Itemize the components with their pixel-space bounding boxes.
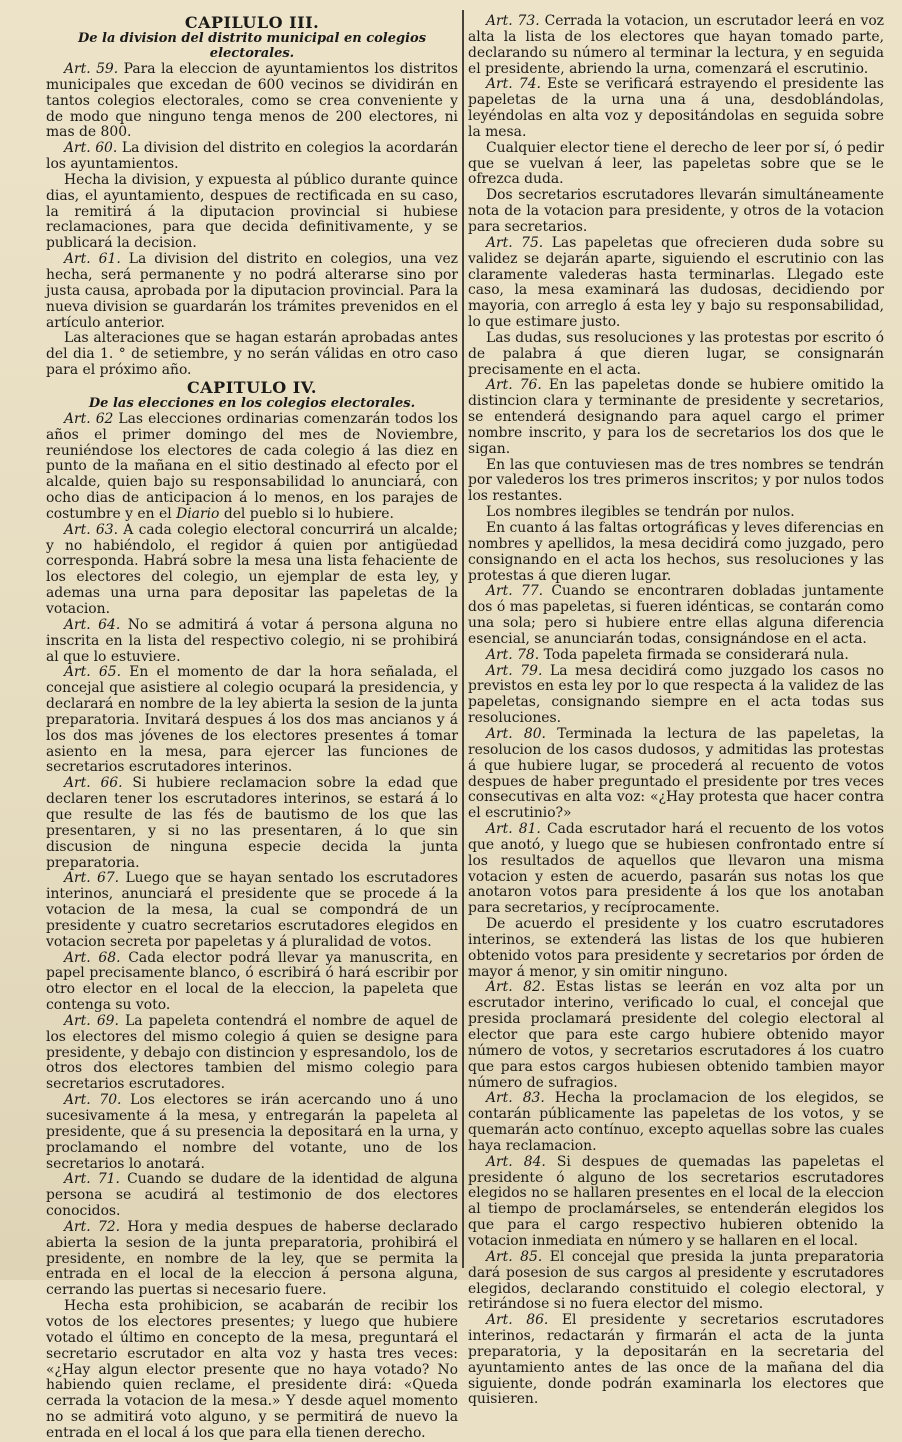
- article-63: [46, 523, 458, 618]
- right-column: [468, 13, 884, 1408]
- article-72-paragraph-2: Hecha esta prohibicion, se acabarán de recibir los votos de los electores presentes; y luego que hubiere votado el último en concepto de la mesa, preguntará el secretario escrutador en alta voz y hasta tres veces: «¿Hay algun elector presente que no haya votado? No habiendo quien reclame, el presidente dirá: «Queda cerrada la votacion de la mesa.» Y desde aquel momento no se admitirá voto alguno, y se permitirá de nuevo la entrada en el local á los que para ella tienen derecho.: [46, 1298, 458, 1441]
- article-78-label: Art. 78.: [486, 646, 540, 663]
- column-divider: [462, 10, 464, 1268]
- article-62-label: Art. 62: [64, 410, 114, 427]
- article-81-label: Art. 81.: [486, 821, 541, 838]
- article-70-text: Los electores se irán acercando uno á uno sucesivamente á la mesa, y entregarán la papeleta al presidente, que á su presencia la depositará en la urna, y proclamando el nombre del votante, uno de los secretarios lo anotará.: [46, 1092, 458, 1172]
- article-81: [468, 822, 884, 917]
- article-72: [46, 1220, 458, 1299]
- article-75: [468, 236, 884, 331]
- article-84-text: Si despues de quemadas las papeletas el presidente ó alguno de los secretarios escrutadores elegidos no se hallaren presentes en el local de la eleccion al tiempo de proclamárseles, se entenderán elegidos los que para el cargo respectivo hubieren obtenido la votacion inmediata en número y se hallaren en el local.: [468, 1153, 884, 1249]
- article-73-label: Art. 73.: [486, 13, 540, 29]
- article-78: [468, 648, 884, 664]
- article-63-text: A cada colegio electoral concurrirá un alcalde; y no habiéndolo, el regidor á quien por antigüedad corresponda. Habrá sobre la mesa una lista fehaciente de los electores del colegio, un ejemplar de esta ley, y ademas una urna para depositar las papeletas de la votacion.: [46, 521, 458, 617]
- article-65-text: En el momento de dar la hora señalada, el concejal que asistiere al colegio ocupará la presidencia, y declarará en nombre de la ley abierta la sesion de la junta preparatoria. Invitará despues á los dos mas ancianos y á los dos mas jóvenes de los electores presentes á tomar asiento en la mesa, para ejercer las funciones de secretarios escrutadores interinos.: [46, 664, 458, 776]
- article-62-text: Las elecciones ordinarias comenzarán todos los años el primer domingo del mes de Noviembre, reuniéndose los electores de cada colegio á las diez en punto de la mañana en el sitio destinado al efecto por el alcalde, quien bajo su responsabilidad lo anunciará, con ocho dias de anticipacion á lo menos, en los parajes de costumbre y en el: [46, 410, 458, 522]
- article-60-label: Art. 60.: [64, 140, 118, 157]
- article-81-text: Cada escrutador hará el recuento de los votos que anotó, y luego que se hubiesen confrontado entre sí los resultados de aquellos que llevaron una misma votacion y esten de acuerdo, pasarán sus notas los que anotaron votos para presidente á los que los anotaban para secretarios, y recíprocamente.: [468, 821, 884, 917]
- article-61-label: Art. 61.: [64, 251, 121, 268]
- article-82-text: Estas listas se leerán en voz alta por un escrutador interino, verificado lo cual, el concejal que presida proclamará presidente del colegio electoral al elector que para este cargo hubiere obtenido mayor número de votos, y secretarios escrutadores á los cuatro que para estos cargos hubiesen obtenido tambien mayor número de sufragios.: [468, 979, 884, 1091]
- article-76: [468, 378, 884, 457]
- article-80: [468, 727, 884, 822]
- article-82-label: Art. 82.: [486, 979, 546, 996]
- article-82: [468, 980, 884, 1091]
- article-74-paragraph-2: Cualquier elector tiene el derecho de leer por sí, ó pedir que se vuelvan á leer, las papeletas sobre que se le ofrezca duda.: [468, 139, 884, 188]
- article-60: [46, 141, 458, 173]
- article-81-paragraph-2: De acuerdo el presidente y los cuatro escrutadores interinos, se extenderá las listas de los que hubieren obtenido votos para presidente y secretarios por órden de mayor á menor, y sin omitir ninguno.: [468, 916, 884, 980]
- article-73: [468, 14, 884, 77]
- article-64: [46, 618, 458, 666]
- article-72-label: Art. 72.: [64, 1218, 121, 1235]
- article-79-text: La mesa decidirá como juzgado los casos no previstos en esta ley por lo que respecta á la validez de las papeletas, consignando siempre en el acta todas sus resoluciones.: [468, 662, 884, 727]
- article-70: [46, 1093, 458, 1172]
- article-74-text: Este se verificará estrayendo el presidente las papeletas de la urna una á una, desdoblándolas, leyéndolas en alta voz y depositándolas en seguida sobre la mesa.: [468, 76, 884, 140]
- article-75-text: Las papeletas que ofrecieren duda sobre su validez se dejarán aparte, siguiendo el escrutinio con las claramente valederas hasta terminarlas. Llegado este caso, la mesa examinará las dudosas, decidiendo por mayoria, con arreglo á esta ley y bajo su responsabilidad, lo que estimare justo.: [468, 234, 884, 331]
- article-71-label: Art. 71.: [64, 1171, 120, 1188]
- article-75-paragraph-2: Las dudas, sus resoluciones y las protestas por escrito ó de palabra á que dieren lugar, se consignarán precisamente en el acta.: [468, 329, 884, 378]
- article-77-label: Art. 77.: [486, 583, 544, 600]
- chapter-4-subtitle: De las elecciones en los colegios electorales.: [88, 395, 416, 411]
- article-79-label: Art. 79.: [486, 662, 543, 679]
- article-66-label: Art. 66.: [64, 775, 123, 792]
- article-71-text: Cuando se dudare de la identidad de alguna persona se acudirá al testimonio de dos electores conocidos.: [46, 1171, 459, 1220]
- article-59: [46, 62, 458, 141]
- article-85-text: El concejal que presida la junta preparatoria dará posesion de sus cargos al presidente y escrutadores elegidos, declarando constituido el colegio electoral, y retirándose si no fuera elector del mismo.: [468, 1248, 884, 1313]
- chapter-3-title: CAPILULO III.: [184, 13, 320, 32]
- article-60-paragraph-2: Hecha la division, y expuesta al público durante quince dias, el ayuntamiento, despues de rectificada en su caso, la remitirá á la diputacion provincial si hubiese reclamaciones, para que decida definitivamente, y se publicará la decision.: [46, 171, 458, 252]
- article-68-text: Cada elector podrá llevar ya manuscrita, en papel precisamente blanco, ó escribirá ó hará escribir por otro elector en el local de la eleccion, la papeleta que contenga su voto.: [46, 949, 458, 1014]
- article-60-text: La division del distrito en colegios la acordarán los ayuntamientos.: [46, 140, 458, 173]
- article-76-label: Art. 76.: [486, 377, 542, 394]
- left-column: [46, 13, 459, 1441]
- article-73-text: Cerrada la votacion, un escrutador leerá en voz alta la lista de los electores que hayan tomado parte, declarando su número al terminar la lectura, y en seguida el presidente, abriendo la urna, comenzará el escrutinio.: [468, 13, 884, 77]
- article-76-text: En las papeletas donde se hubiere omitido la distincion clara y terminante de presidente y secretarios, se entenderá designando para aquel cargo el primer nombre inscrito, y para los de secretarios los dos que le sigan.: [468, 377, 884, 457]
- article-66: [46, 776, 458, 871]
- article-74: [468, 77, 884, 140]
- article-59-label: Art. 59.: [64, 61, 119, 77]
- article-76-paragraph-4: En cuanto á las faltas ortográficas y leves diferencias en nombres y apellidos, la mesa decidirá como juzgado, pero consignando en el acta los hechos, sus resoluciones y las protestas á que dieren lugar.: [468, 520, 884, 584]
- article-70-label: Art. 70.: [64, 1092, 122, 1109]
- article-59-text: Para la eleccion de ayuntamientos los distritos municipales que excedan de 600 vecinos se dividirán en tantos colegios electorales, como se crea conveniente y de modo que ninguno tenga menos de 200 electores, ni mas de 800.: [46, 61, 458, 141]
- article-74-paragraph-3: Dos secretarios escrutadores llevarán simultáneamente nota de la votacion para presidente, y otros de la votacion para secretarios.: [468, 187, 884, 235]
- article-72-text: Hora y media despues de haberse declarado abierta la sesion de la junta preparatoria, prohibirá el presidente, en nombre de la ley, que se permita la entrada en el local de la eleccion á persona alguna, cerrando las puertas si necesario fuere.: [46, 1218, 458, 1299]
- article-67: [46, 871, 458, 950]
- article-83: [468, 1091, 884, 1154]
- article-84-label: Art. 84.: [486, 1153, 546, 1170]
- article-80-label: Art. 80.: [486, 725, 546, 742]
- article-83-text: Hecha la proclamacion de los elegidos, se contarán públicamente las papeletas de los votos, y se quemarán acto contínuo, excepto aquellas sobre las cuales haya reclamacion.: [468, 1090, 884, 1154]
- article-67-text: Luego que se hayan sentado los escrutadores interinos, anunciará el presidente que se procede á la votacion de la mesa, la cual se compondrá de un presidente y cuatro secretarios escrutadores elegidos en votacion secreta por papeletas y á pluralidad de votos.: [46, 870, 458, 950]
- article-75-label: Art. 75.: [486, 234, 544, 251]
- article-69-text: La papeleta contendrá el nombre de aquel de los electores del mismo colegio á quien se designe para presidente, y debajo con distincion y espresandolo, los de otros dos electores tambien del mismo colegio para secretarios escrutadores.: [46, 1012, 458, 1093]
- article-84: [468, 1155, 884, 1250]
- article-77: [468, 584, 884, 647]
- article-66-text: Si hubiere reclamacion sobre la edad que declaren tener los escrutadores interinos, se estará á lo que resulte de las fés de bautismo de los que las presentaren, y si no las presentaren, á lo que sin discusion de ninguna especie decida la junta preparatoria.: [46, 775, 458, 871]
- chapter-3-subtitle: De la division del distrito municipal en colegios electorales.: [77, 31, 427, 61]
- article-69: [46, 1014, 458, 1093]
- chapter-4-title: CAPITULO IV.: [187, 377, 317, 397]
- article-83-label: Art. 83.: [486, 1090, 545, 1107]
- article-78-text: Toda papeleta firmada se considerará nula.: [543, 646, 849, 663]
- article-61-paragraph-2: Las alteraciones que se hagan estarán aprobadas antes del dia 1. ° de setiembre, y no serán válidas en otro caso para el próximo año.: [46, 330, 458, 379]
- article-76-paragraph-3: Los nombres ilegibles se tendrán por nulos.: [486, 504, 795, 521]
- article-63-label: Art. 63.: [64, 521, 119, 538]
- article-68: [46, 951, 458, 1014]
- article-62-text-end: del pueblo si lo hubiere.: [223, 505, 394, 522]
- article-61-text: La division del distrito en colegios, una vez hecha, será permanente y no podrá alterarse sino por justa causa, aprobada por la diputacion provincial. Para la nueva division se guardarán los trámites prevenidos en el artículo anterior.: [46, 251, 458, 331]
- article-69-label: Art. 69.: [64, 1012, 119, 1029]
- article-85: [468, 1250, 884, 1313]
- article-85-label: Art. 85.: [486, 1248, 543, 1265]
- article-86-label: Art. 86.: [486, 1312, 549, 1329]
- article-86: [468, 1313, 884, 1408]
- article-71: [46, 1172, 458, 1220]
- article-86-text: El presidente y secretarios escrutadores interinos, redactarán y firmarán el acta de la junta preparatoria, y la depositarán en la secretaria del ayuntamiento antes de las once de la mañana del dia siguiente, donde podrán examinarla los electores que quisieren.: [468, 1312, 884, 1408]
- article-77-text: Cuando se encontraren dobladas juntamente dos ó mas papeletas, si fueren idénticas, se contarán como una sola; pero si hubiere entre ellas alguna diferencia esencial, se anunciarán todas, consignándose en el acta.: [468, 583, 884, 647]
- article-80-text: Terminada la lectura de las papeletas, la resolucion de los casos dudosos, y admitidas las protestas á que hubiere lugar, se procederá al recuento de votos despues de haber preguntado el presidente por tres veces consecutivas en alta voz: «¿Hay protesta que hacer contra el escrutinio?»: [468, 725, 884, 822]
- article-64-label: Art. 64.: [64, 616, 121, 633]
- article-76-paragraph-2: En las que contuviesen mas de tres nombres se tendrán por valederos los tres primeros inscritos; y por nulos todos los restantes.: [468, 456, 884, 505]
- article-62-diario: Diario: [176, 505, 220, 522]
- article-61: [46, 252, 458, 331]
- article-62: [46, 412, 458, 523]
- article-64-text: No se admitirá á votar á persona alguna no inscrita en la lista del respectivo colegio, ni se prohibirá al que lo estuviere.: [46, 616, 458, 665]
- article-65-label: Art. 65.: [64, 664, 121, 681]
- article-68-label: Art. 68.: [64, 949, 121, 966]
- article-65: [46, 665, 458, 776]
- article-74-label: Art. 74.: [486, 76, 541, 93]
- article-67-label: Art. 67.: [64, 870, 120, 887]
- article-79: [468, 664, 884, 727]
